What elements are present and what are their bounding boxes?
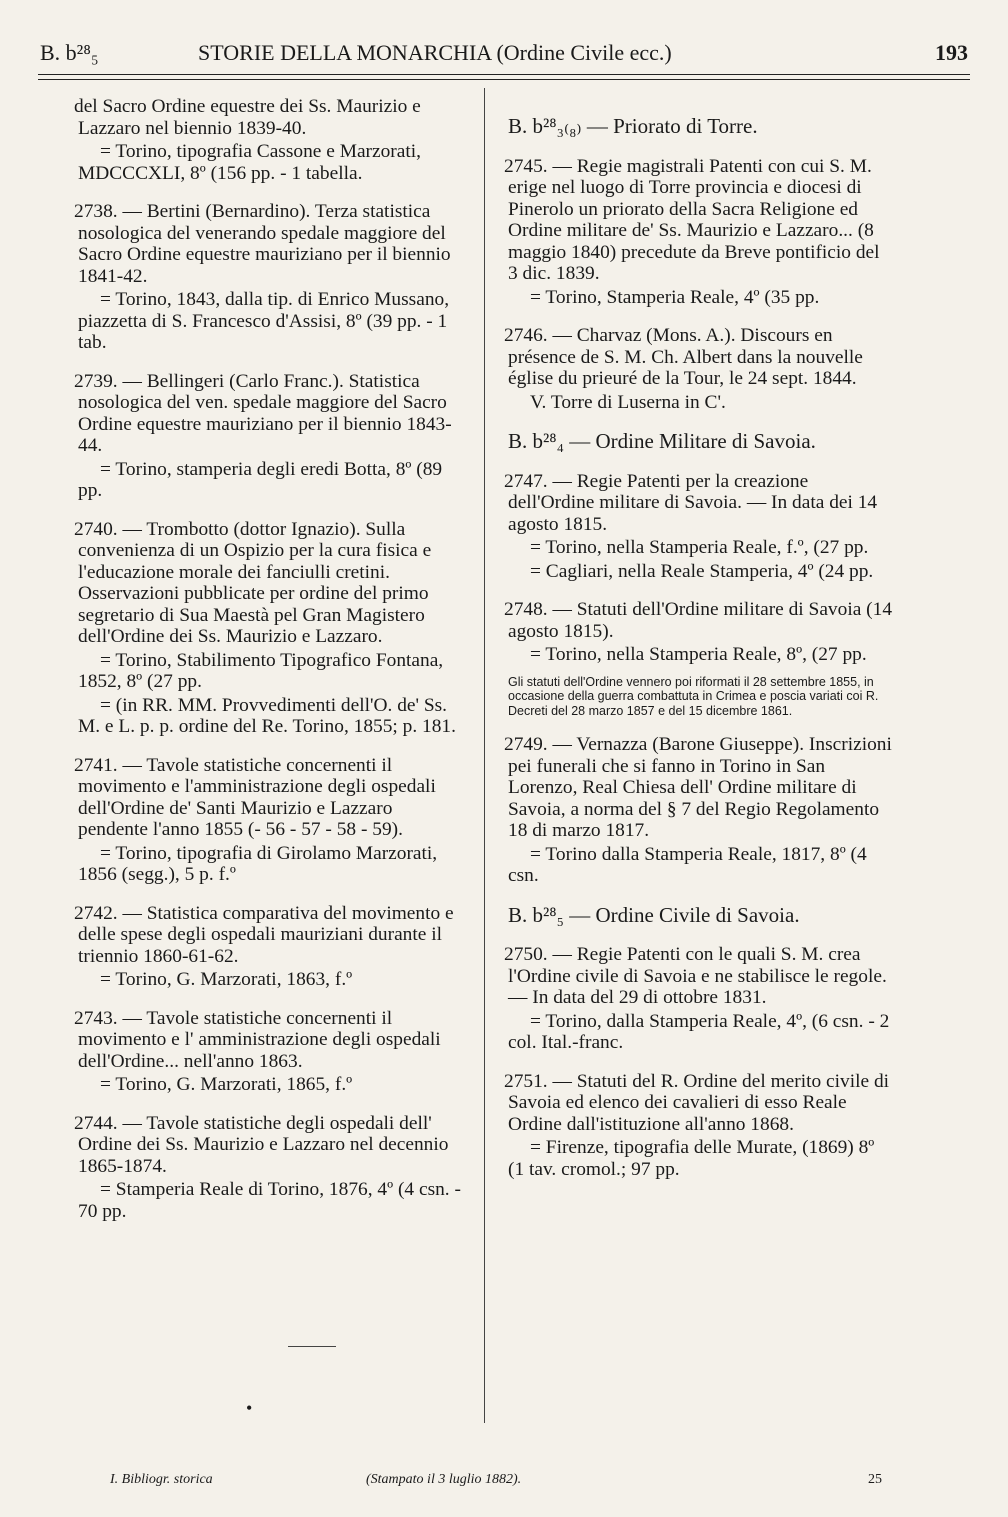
end-rule [288, 1346, 336, 1347]
footnote-statuti: Gli statuti dell'Ordine vennero poi riformati il 28 settembre 1855, in occasione della guerra combattuta in Crimea e poscia variati coi R. Decreti del 28 marzo 1857 e del 15 dicembre 1861. [508, 674, 879, 718]
footer-print-date: (Stampato il 3 luglio 1882). [366, 1472, 522, 1487]
entry-imprint: = Torino, G. Marzorati, 1863, f.º [100, 969, 353, 990]
entry-imprint: = Firenze, tipografia delle Murate, (1869) 8º (1 tav. cromol.; 97 pp. [508, 1137, 875, 1180]
entry-text: 2739. — Bellingeri (Carlo Franc.). Statistica nosologica del ven. spedale maggiore del Sacro Ordine equestre mauriziano per il biennio 1843-44. [74, 370, 452, 456]
entry-2751 [504, 1070, 892, 1181]
entry-imprint: = Torino, G. Marzorati, 1865, f.º [100, 1074, 353, 1095]
entry-2747 [504, 470, 892, 583]
entry-imprint: = Torino, nella Stamperia Reale, f.º, (27 pp. [530, 537, 869, 558]
entry-imprint: = Torino, tipografia di Girolamo Marzorati, 1856 (segg.), 5 p. f.º [78, 842, 438, 885]
entry-imprint: = Torino, 1843, dalla tip. di Enrico Mussano, piazzetta di S. Francesco d'Assisi, 8º (39 pp. - 1 tab. [78, 289, 450, 353]
entry-crossref: V. Torre di Luserna in C'. [530, 391, 726, 413]
entry-imprint: = Torino dalla Stamperia Reale, 1817, 8º (4 csn. [508, 843, 867, 886]
entry-imprint: = Torino, tipografia Cassone e Marzorati, MDCCCXLI, 8º (156 pp. - 1 tabella. [78, 141, 421, 184]
entry-text: 2749. — Vernazza (Barone Giuseppe). Inscrizioni pei funerali che si fanno in Torino in San Lorenzo, Real Chiesa dell' Ordine militare di Savoia, a norma del § 7 del Regio Regolamento 18 di marzo 1817. [504, 734, 892, 841]
ornament-dot: • [246, 1398, 253, 1418]
footer-sheet-number: 25 [868, 1472, 882, 1487]
entry-text: 2744. — Tavole statistiche degli ospedali dell' Ordine dei Ss. Maurizio e Lazzaro nel decennio 1865-1874. [74, 1112, 449, 1177]
left-column [74, 96, 462, 1239]
header-rule-bottom [38, 79, 970, 80]
right-column [504, 96, 893, 1197]
entry-imprint: = Torino, stamperia degli eredi Botta, 8º (89 pp. [78, 458, 443, 501]
entry-text: del Sacro Ordine equestre dei Ss. Maurizio e Lazzaro nel biennio 1839-40. [74, 96, 421, 139]
entry-2739 [74, 370, 462, 502]
entry-2745 [504, 155, 892, 309]
entry-text: 2746. — Charvaz (Mons. A.). Discours en présence de S. M. Ch. Albert dans la nouvelle église du prieuré de la Tour, le 24 sept. 1844. [504, 325, 863, 389]
entry-2744 [74, 1112, 462, 1223]
header-section-code: B. b²⁸₅ [40, 40, 99, 65]
section-heading-ordine-civile: B. b²⁸₅ — Ordine Civile di Savoia. [508, 902, 800, 927]
footer-signature: I. Bibliogr. storica [110, 1472, 213, 1487]
entry-2748 [504, 599, 893, 666]
entry-text: 2738. — Bertini (Bernardino). Terza statistica nosologica del venerando spedale maggiore del Sacro Ordine equestre mauriziano per il biennio 1841-42. [74, 201, 451, 287]
entry-text: 2743. — Tavole statistiche concernenti il movimento e l' amministrazione degli ospedali dell'Ordine... nell'anno 1863. [74, 1007, 441, 1072]
entry-text: 2750. — Regie Patenti con le quali S. M. crea l'Ordine civile di Savoia e ne stabilisce le regole. — In data del 29 di ottobre 1831. [504, 944, 887, 1008]
section-heading-priorato: B. b²⁸₃₍₈₎ — Priorato di Torre. [508, 114, 758, 138]
entry-2738 [74, 201, 462, 354]
entry-text: 2741. — Tavole statistiche concernenti il movimento e l'amministrazione degli ospedali dell'Ordine de' Santi Maurizio e Lazzaro pendente l'anno 1855 (- 56 - 57 - 58 - 59). [74, 754, 436, 840]
entry-imprint: = Stamperia Reale di Torino, 1876, 4º (4 csn. - 70 pp. [78, 1179, 461, 1222]
entry-text: 2751. — Statuti del R. Ordine del merito civile di Savoia ed elenco dei cavalieri di esso Reale Ordine dall'istituzione all'anno 1868. [504, 1070, 890, 1135]
entry-imprint: = Torino, Stamperia Reale, 4º (35 pp. [530, 286, 820, 308]
entry-2743 [74, 1007, 462, 1096]
column-separator [484, 88, 485, 1423]
entry-2749 [504, 734, 892, 887]
entry-imprint: = Torino, nella Stamperia Reale, 8º, (27 pp. [530, 644, 867, 665]
header-rule-top [38, 74, 970, 75]
entry-2746 [504, 325, 892, 413]
entry-2741 [74, 754, 462, 886]
entry-imprint-2: = Cagliari, nella Reale Stamperia, 4º (24 pp. [530, 560, 874, 582]
page-number: 193 [935, 40, 968, 65]
entry-text: 2740. — Trombotto (dottor Ignazio). Sulla convenienza di un Ospizio per la cura fisica e l'educazione morale dei fanciulli cretini. Osservazioni pubblicate per ordine del primo segretario di Sua Maestà pel Gran Magistero dell'Ordine dei Ss. Maurizio e Lazzaro. [74, 518, 432, 647]
entry-text: 2742. — Statistica comparativa del movimento e delle spese degli ospedali mauriziani durante il triennio 1860-61-62. [74, 902, 454, 967]
entry-continued [74, 96, 462, 184]
entry-text: 2747. — Regie Patenti per la creazione dell'Ordine militare di Savoia. — In data dei 14 agosto 1815. [504, 470, 878, 535]
entry-2742 [74, 902, 462, 991]
header-title: STORIE DELLA MONARCHIA (Ordine Civile ecc.) [198, 40, 672, 65]
entry-text: 2748. — Statuti dell'Ordine militare di Savoia (14 agosto 1815). [504, 599, 893, 642]
entry-2750 [504, 944, 892, 1054]
entry-2740 [74, 518, 462, 738]
entry-text: 2745. — Regie magistrali Patenti con cui S. M. erige nel luogo di Torre provincia e diocesi di Pinerolo un priorato della Sacra Religione ed Ordine militare de' Ss. Maurizio e Lazzaro... (8 maggio 1840) precedute da Breve pontificio del 3 dic. 1839. [504, 155, 880, 284]
running-header [40, 40, 968, 76]
entry-imprint-2: = (in RR. MM. Provvedimenti dell'O. de' Ss. M. e L. p. p. ordine del Re. Torino, 1855; p. 181. [78, 694, 456, 737]
section-heading-ordine-militare: B. b²⁸₄ — Ordine Militare di Savoia. [508, 429, 816, 453]
entry-imprint: = Torino, Stabilimento Tipografico Fontana, 1852, 8º (27 pp. [78, 649, 444, 692]
entry-imprint: = Torino, dalla Stamperia Reale, 4º, (6 csn. - 2 col. Ital.-franc. [508, 1010, 890, 1053]
